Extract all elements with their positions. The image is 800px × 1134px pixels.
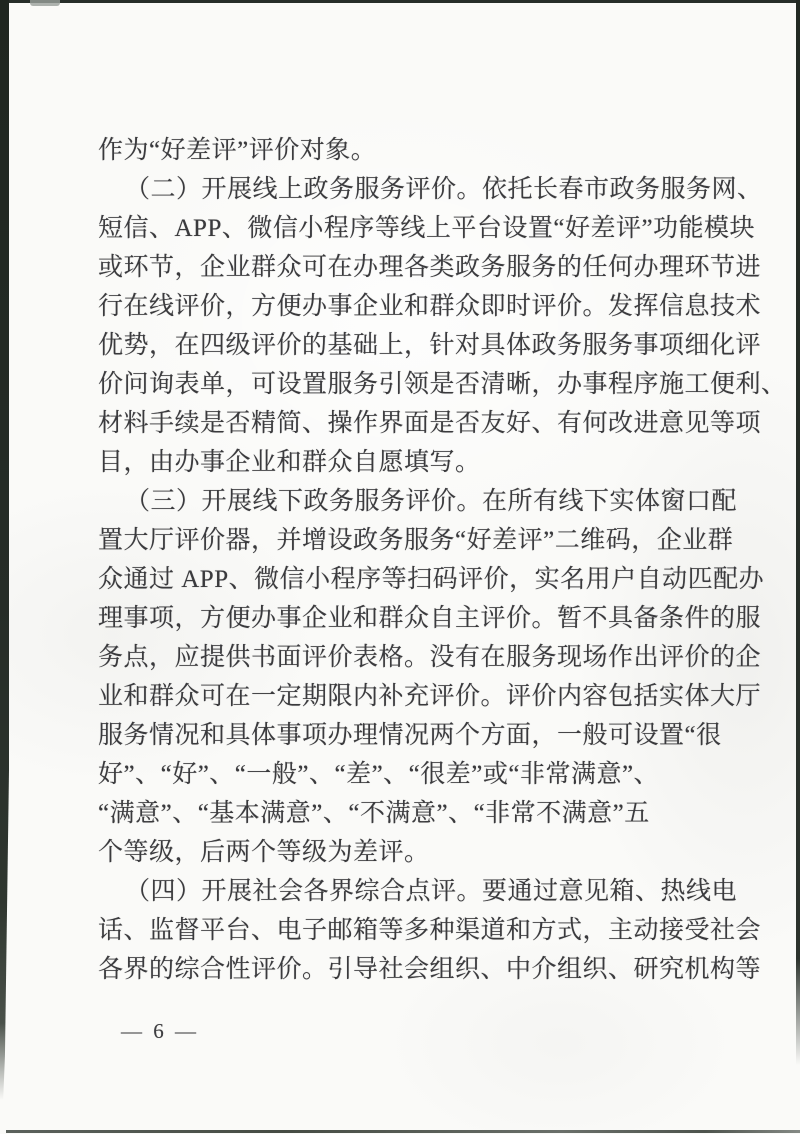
text-line: 各界的综合性评价。引导社会组织、中介组织、研究机构等 — [98, 956, 762, 983]
text-line: 众通过 APP、微信小程序等扫码评价，实名用户自动匹配办 — [98, 566, 765, 593]
text-line: 材料手续是否精简、操作界面是否友好、有何改进意见等项 — [98, 410, 762, 437]
text-line: 价问询表单，可设置服务引领是否清晰，办事程序施工便利、 — [98, 371, 787, 398]
document-body — [98, 131, 787, 989]
text-line: 服务情况和具体事项办理情况两个方面，一般可设置“很 — [98, 722, 722, 749]
text-line: 优势，在四级评价的基础上，针对具体政务服务事项细化评 — [98, 332, 762, 359]
text-line: 话、监督平台、电子邮箱等多种渠道和方式，主动接受社会 — [98, 917, 762, 944]
page-number: — 6 — — [121, 1019, 199, 1043]
text-line: 个等级，后两个等级为差评。 — [98, 839, 430, 866]
text-line: （三）开展线下政务服务评价。在所有线下实体窗口配 — [125, 488, 738, 515]
scan-edge-bottom — [6, 1130, 800, 1133]
text-line: 置大厅评价器，并增设政务服务“好差评”二维码，企业群 — [98, 527, 734, 554]
scan-edge-left — [0, 0, 9, 1100]
scan-edge-right — [796, 0, 800, 1065]
text-line: 好”、“好”、“一般”、“差”、“很差”或“非常满意”、 — [98, 761, 660, 788]
text-line: （四）开展社会各界综合点评。要通过意见箱、热线电 — [125, 878, 738, 905]
text-line: 业和群众可在一定期限内补充评价。评价内容包括实体大厅 — [98, 683, 762, 710]
text-line: 目，由办事企业和群众自愿填写。 — [98, 449, 481, 476]
scan-edge-top — [0, 0, 800, 3]
text-line: 理事项，方便办事企业和群众自主评价。暂不具备条件的服 — [98, 605, 762, 632]
text-line: 或环节，企业群众可在办理各类政务服务的任何办理环节进 — [98, 254, 762, 281]
text-line: 务点，应提供书面评价表格。没有在服务现场作出评价的企 — [98, 644, 762, 671]
text-line: （二）开展线上政务服务评价。依托长春市政务服务网、 — [125, 176, 763, 203]
scan-smudge — [30, 0, 60, 6]
text-line: “满意”、“基本满意”、“不满意”、“非常不满意”五 — [98, 800, 650, 827]
text-line: 作为“好差评”评价对象。 — [98, 137, 377, 164]
text-line: 行在线评价，方便办事企业和群众即时评价。发挥信息技术 — [98, 293, 762, 320]
text-line: 短信、APP、微信小程序等线上平台设置“好差评”功能模块 — [98, 215, 756, 242]
